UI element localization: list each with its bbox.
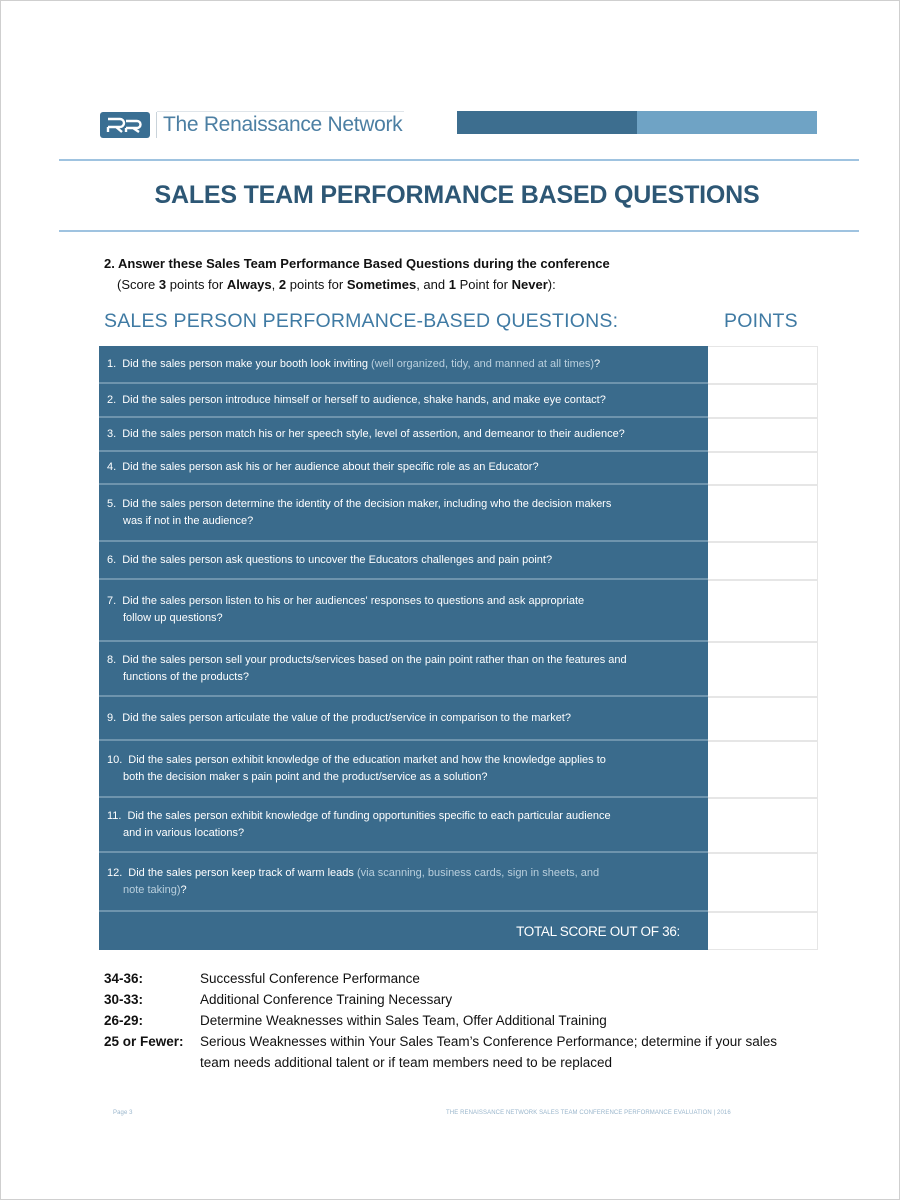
- question-row: [99, 384, 818, 418]
- points-cell[interactable]: [708, 346, 818, 384]
- question-row: [99, 542, 818, 580]
- instructions-line1: 2. Answer these Sales Team Performance Based Questions during the conference: [104, 256, 610, 271]
- score-description: Successful Conference Performance: [200, 971, 420, 986]
- question-cell: [99, 853, 708, 912]
- instructions-fragment: 3: [158, 277, 167, 292]
- question-row: [99, 580, 818, 642]
- score-band: [104, 989, 800, 1010]
- question-number: 1.: [107, 357, 117, 370]
- question-cell: [99, 542, 708, 580]
- points-cell[interactable]: [708, 452, 818, 485]
- points-cell[interactable]: [708, 542, 818, 580]
- question-number: 11.: [107, 809, 122, 822]
- instructions-fragment: points for: [286, 277, 347, 292]
- points-cell[interactable]: [708, 580, 818, 642]
- question-row: [99, 642, 818, 697]
- question-text: Did the sales person sell your products/services based on the pain point rather than on the features and: [122, 653, 627, 666]
- question-text: Did the sales person exhibit knowledge of the education market and how the knowledge applies to: [128, 753, 606, 766]
- points-cell[interactable]: [708, 418, 818, 452]
- title-rule-top: [59, 159, 859, 161]
- points-cell[interactable]: [708, 853, 818, 912]
- question-cell: [99, 452, 708, 485]
- question-number: 8.: [107, 653, 117, 666]
- question-text-continued: both the decision maker s pain point and the product/service as a solution?: [123, 770, 488, 783]
- question-note: (well organized, tidy, and manned at all times): [368, 357, 595, 370]
- question-cell: [99, 697, 708, 741]
- question-row: [99, 853, 818, 912]
- question-row: [99, 741, 818, 798]
- questions-table: [99, 346, 818, 950]
- question-text: Did the sales person keep track of warm leads: [128, 866, 354, 879]
- score-description: Serious Weaknesses within Your Sales Team’s Conference Performance; determine if your sales team needs additional talent or if team members need to be replaced: [200, 1034, 778, 1070]
- question-text: Did the sales person ask his or her audience about their specific role as an Educator?: [122, 461, 539, 473]
- question-text: Did the sales person articulate the value of the product/service in comparison to the market?: [122, 711, 571, 724]
- instructions-fragment: points for: [166, 277, 227, 292]
- question-number: 5.: [107, 497, 117, 510]
- question-number: 9.: [107, 711, 117, 724]
- question-text: Did the sales person ask questions to uncover the Educators challenges and pain point?: [122, 553, 553, 566]
- question-cell: [99, 741, 708, 798]
- question-text: Did the sales person exhibit knowledge of funding opportunities specific to each particular audience: [127, 809, 611, 822]
- score-band: [104, 1031, 800, 1073]
- rr-monogram-icon: [100, 112, 150, 138]
- instructions-line2: [104, 274, 610, 295]
- question-text-continued: follow up questions?: [123, 612, 223, 624]
- question-number: 3.: [107, 427, 117, 440]
- question-text: Did the sales person make your booth look inviting: [122, 357, 368, 370]
- instructions-fragment: ):: [547, 277, 556, 292]
- points-cell[interactable]: [708, 642, 818, 697]
- question-number: 4.: [107, 461, 117, 473]
- page-title: SALES TEAM PERFORMANCE BASED QUESTIONS: [154, 181, 760, 209]
- instructions-fragment: (Score: [117, 277, 159, 292]
- question-row: [99, 346, 818, 384]
- question-cell: [99, 384, 708, 418]
- instructions-fragment: 2: [278, 277, 287, 292]
- question-row: [99, 452, 818, 485]
- question-text: Did the sales person introduce himself or herself to audience, shake hands, and make eye contact?: [122, 393, 606, 406]
- question-mark: ?: [180, 883, 187, 896]
- question-note-continued: note taking): [123, 883, 181, 896]
- question-cell: [99, 485, 708, 542]
- header-bar-light: [637, 111, 817, 134]
- question-cell: [99, 798, 708, 853]
- points-cell[interactable]: [708, 697, 818, 741]
- question-cell: [99, 580, 708, 642]
- score-band: [104, 968, 800, 989]
- footer-page-number: Page 3: [113, 1110, 133, 1116]
- footer-title: THE RENAISSANCE NETWORK SALES TEAM CONFERENCE PERFORMANCE EVALUATION | 2016: [446, 1110, 731, 1116]
- instructions-fragment: 1: [448, 277, 456, 292]
- score-range: 26-29:: [104, 1013, 144, 1028]
- total-label: TOTAL SCORE OUT OF 36:: [99, 912, 708, 950]
- instructions-fragment: Point for: [455, 277, 512, 292]
- logo-text: The Renaissance Network: [163, 113, 403, 136]
- question-text-continued: and in various locations?: [123, 826, 245, 839]
- logo: [100, 112, 402, 138]
- question-text: Did the sales person match his or her speech style, level of assertion, and demeanor to their audience?: [122, 427, 625, 440]
- question-number: 7.: [107, 595, 117, 607]
- question-cell: [99, 346, 708, 384]
- question-cell: [99, 418, 708, 452]
- question-text: Did the sales person determine the identity of the decision maker, including who the decision makers: [122, 497, 612, 510]
- score-band: [104, 1010, 800, 1031]
- question-mark: ?: [594, 357, 601, 370]
- points-cell[interactable]: [708, 384, 818, 418]
- questions-header: SALES PERSON PERFORMANCE-BASED QUESTIONS:: [104, 310, 619, 332]
- question-cell: [99, 642, 708, 697]
- question-row: [99, 418, 818, 452]
- scoring-legend: [104, 968, 800, 1073]
- score-description: Determine Weaknesses within Sales Team, Offer Additional Training: [200, 1013, 607, 1028]
- instructions-fragment: Sometimes: [346, 277, 417, 292]
- instructions: [104, 253, 610, 295]
- points-cell[interactable]: [708, 798, 818, 853]
- total-points-cell[interactable]: [708, 912, 818, 950]
- question-number: 12.: [107, 866, 123, 879]
- logo-divider: [156, 112, 157, 138]
- points-cell[interactable]: [708, 485, 818, 542]
- instructions-fragment: Always: [226, 277, 272, 292]
- question-note: (via scanning, business cards, sign in sheets, and: [353, 866, 600, 879]
- score-range: 34-36:: [104, 971, 144, 986]
- score-range: 25 or Fewer:: [104, 1034, 184, 1049]
- header-bar-dark: [457, 111, 637, 134]
- question-text-continued: functions of the products?: [123, 670, 249, 683]
- title-rule-bottom: [59, 230, 859, 232]
- question-text: Did the sales person listen to his or her audiences' responses to questions and ask appropriate: [122, 595, 585, 607]
- points-header: POINTS: [724, 310, 798, 332]
- instructions-fragment: , and: [416, 277, 449, 292]
- points-cell[interactable]: [708, 741, 818, 798]
- instructions-fragment: Never: [511, 277, 548, 292]
- question-row: [99, 485, 818, 542]
- question-number: 2.: [107, 393, 117, 406]
- question-number: 10.: [107, 753, 123, 766]
- question-row: [99, 697, 818, 741]
- score-range: 30-33:: [104, 992, 144, 1007]
- question-text-continued: was if not in the audience?: [123, 514, 254, 527]
- question-row: [99, 798, 818, 853]
- question-number: 6.: [107, 553, 117, 566]
- score-description: Additional Conference Training Necessary: [200, 992, 453, 1007]
- instructions-fragment: ,: [271, 277, 279, 292]
- total-row: [99, 912, 818, 950]
